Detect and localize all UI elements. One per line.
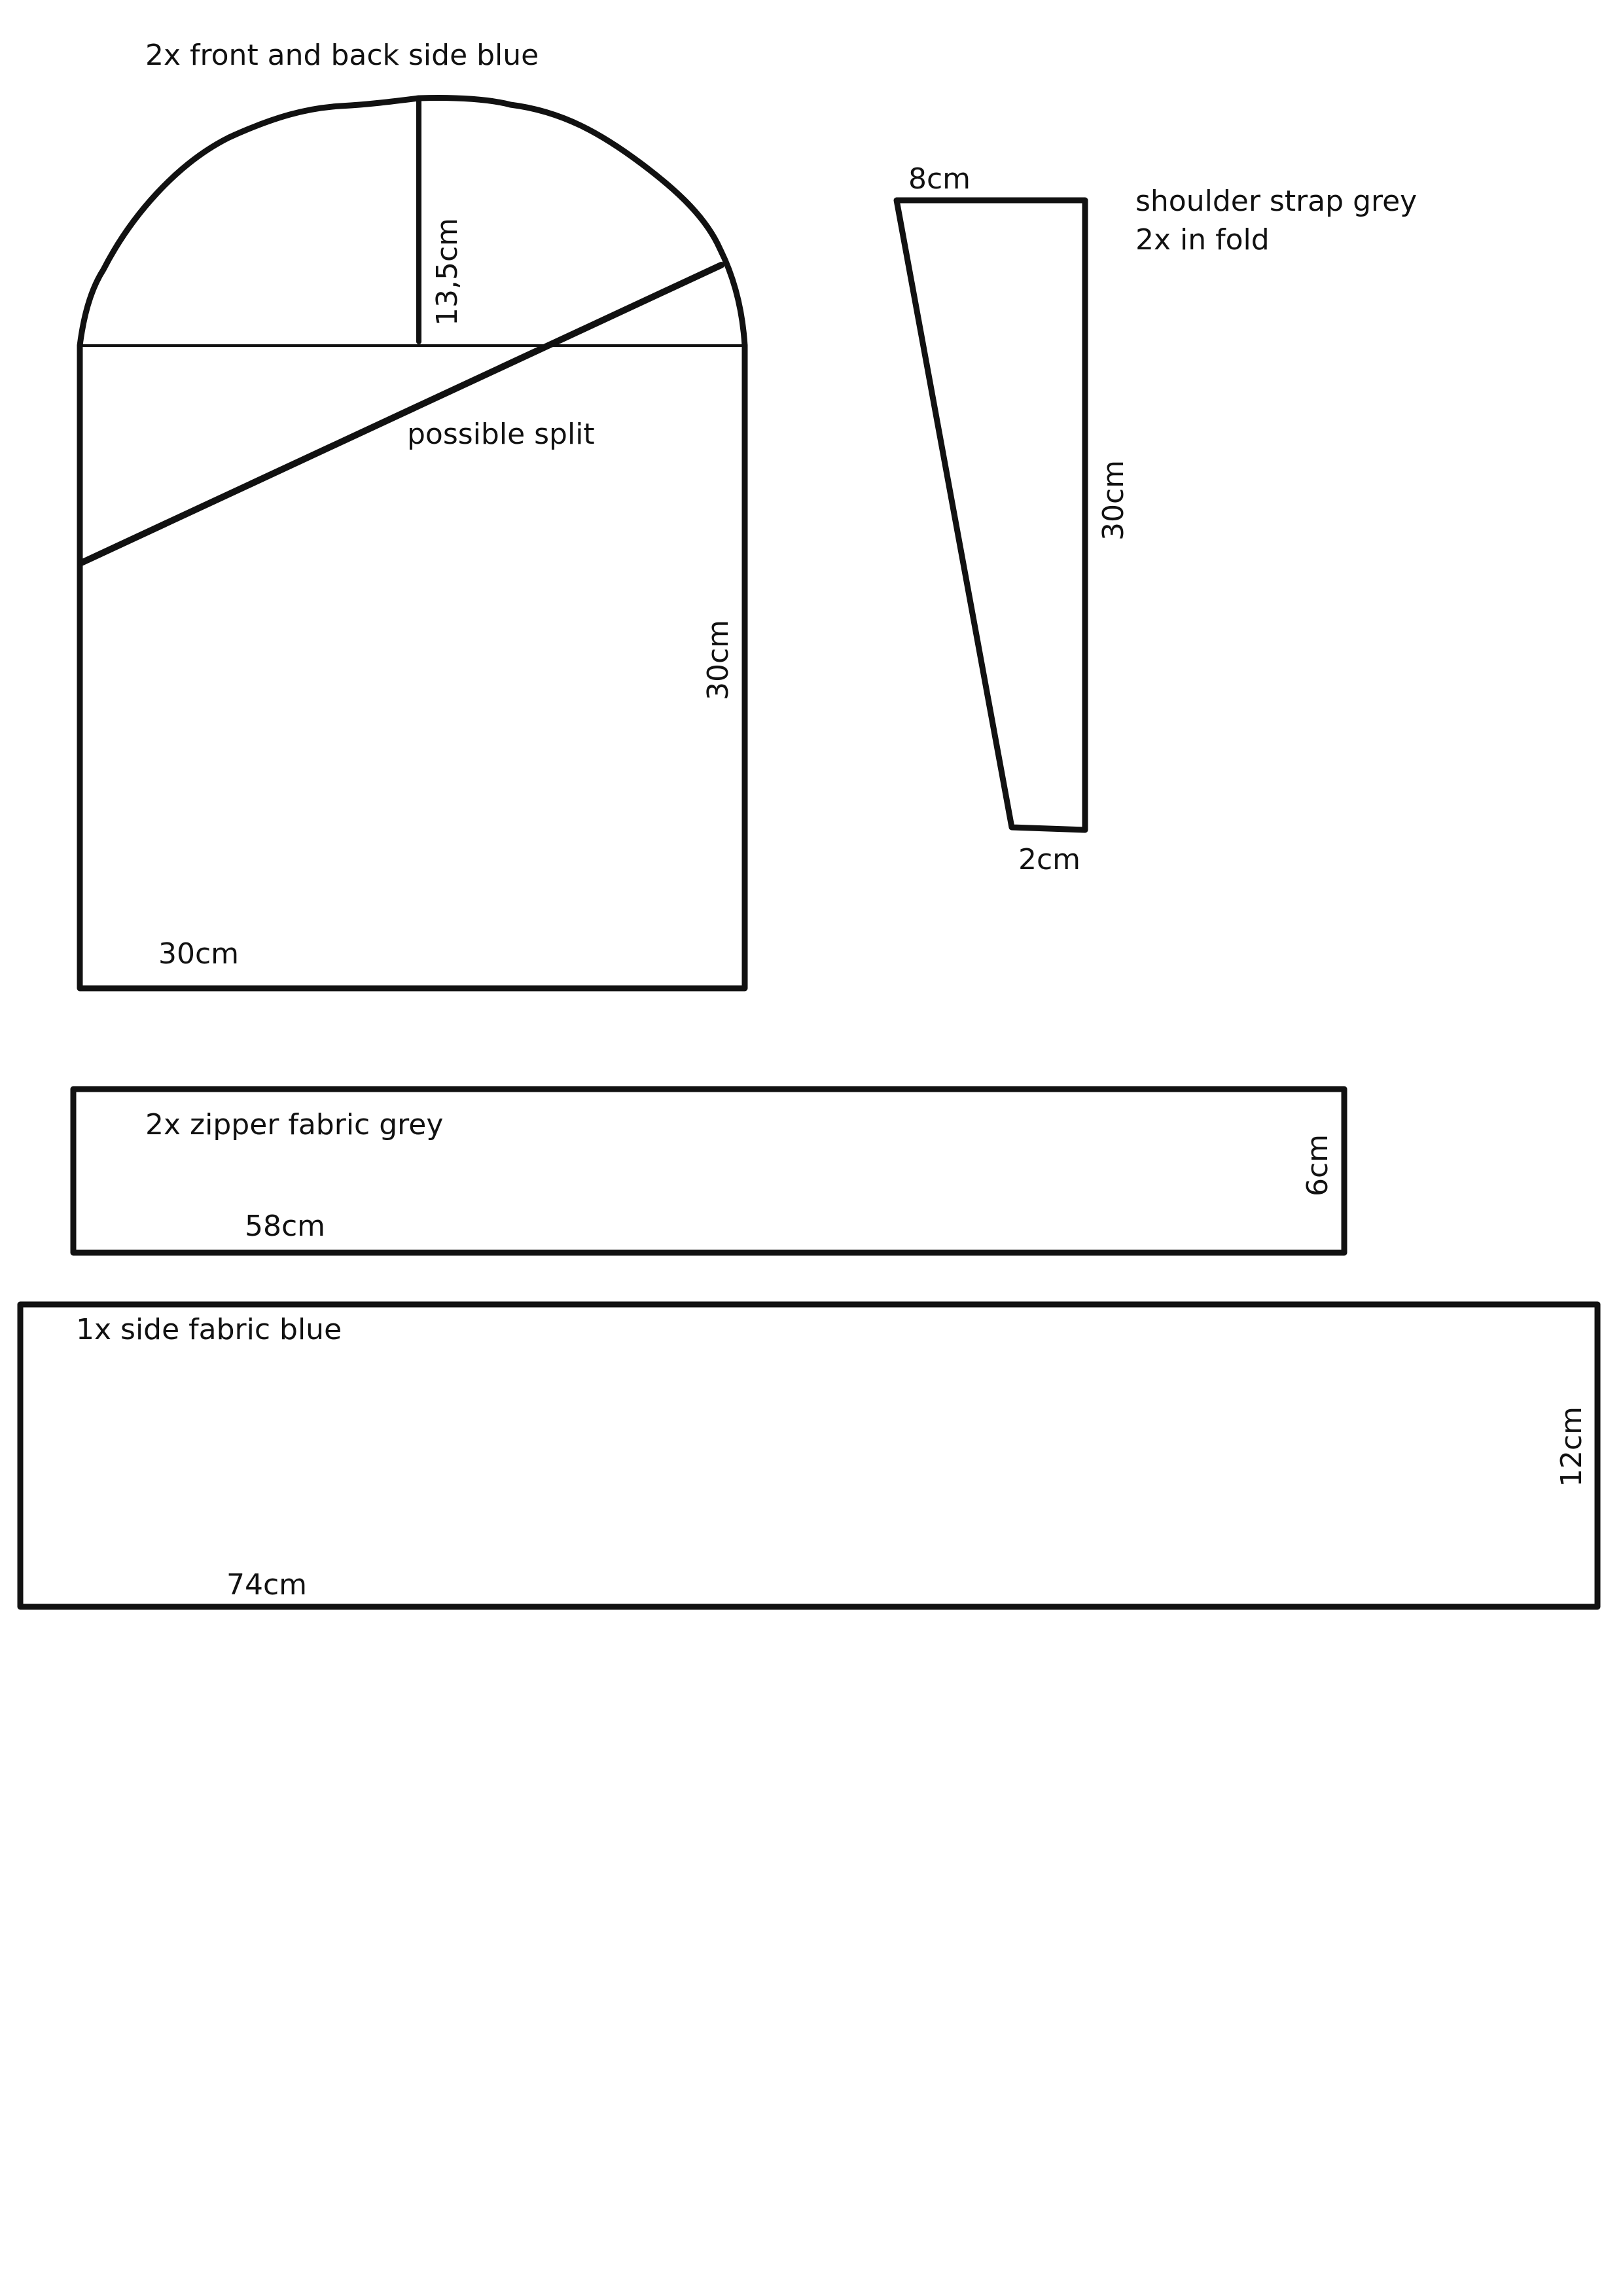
zipper-fabric-title: 2x zipper fabric grey bbox=[145, 1108, 444, 1141]
possible-split-line bbox=[81, 265, 721, 563]
shoulder-strap-length-label: 30cm bbox=[1097, 459, 1130, 541]
zipper-fabric-length-label: 58cm bbox=[245, 1210, 326, 1243]
possible-split-label: possible split bbox=[407, 418, 595, 451]
shoulder-strap-piece bbox=[897, 162, 1417, 876]
shoulder-strap-bottom-width-label: 2cm bbox=[1018, 843, 1081, 876]
front-back-title: 2x front and back side blue bbox=[145, 39, 539, 72]
shoulder-strap-title-line1: shoulder strap grey bbox=[1135, 185, 1418, 218]
side-fabric-outline bbox=[20, 1304, 1597, 1607]
side-fabric-title: 1x side fabric blue bbox=[76, 1313, 342, 1346]
front-back-piece bbox=[80, 39, 745, 988]
zipper-fabric-piece bbox=[73, 1089, 1344, 1253]
front-back-width-label: 30cm bbox=[158, 937, 240, 971]
shoulder-strap-top-width-label: 8cm bbox=[908, 162, 971, 196]
side-fabric-piece bbox=[20, 1304, 1597, 1607]
front-back-dome-outline bbox=[80, 98, 745, 346]
zipper-fabric-height-label: 6cm bbox=[1301, 1134, 1334, 1196]
front-back-arc-height-label: 13,5cm bbox=[431, 217, 464, 326]
front-back-height-label: 30cm bbox=[702, 619, 735, 700]
shoulder-strap-outline bbox=[897, 200, 1085, 830]
shoulder-strap-title-line2: 2x in fold bbox=[1135, 223, 1270, 257]
side-fabric-length-label: 74cm bbox=[226, 1568, 308, 1602]
side-fabric-height-label: 12cm bbox=[1555, 1406, 1588, 1487]
